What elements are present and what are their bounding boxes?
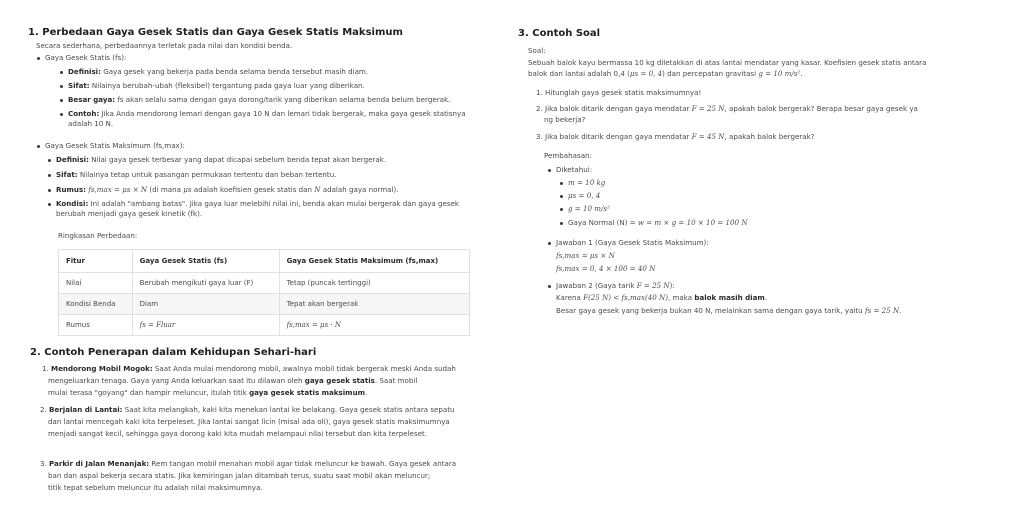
- text: , apakah balok bergerak?: [724, 132, 815, 141]
- bold-text: balok masih diam: [694, 293, 765, 302]
- example-item-2-line: dan lantai mencegah kaki kita terpeleset. Jika lantai sangat licin (misal ada oli), gaya gesek statis maksimumnya: [48, 417, 450, 426]
- example-item-3-line: ban dan aspal bekerja secara statis. Jika kemiringan jalan ditambah terus, suatu saat mobil akan meluncur;: [48, 471, 431, 480]
- text: Rem tangan mobil menahan mobil agar tidak meluncur ke bawah. Gaya gesek antara: [149, 459, 457, 468]
- text: fs akan selalu sama dengan gaya dorong/tarik yang diberikan selama benda belum bergerak.: [115, 95, 451, 104]
- table-cell: fs,max = μs · N: [279, 315, 469, 336]
- table-cell: Kondisi Benda: [59, 294, 133, 315]
- text: 3. Jika balok ditarik dengan gaya mendatar: [536, 132, 692, 141]
- text: adalah gaya normal).: [320, 185, 399, 194]
- table-header: Fitur: [59, 250, 133, 273]
- bullet-dot: [548, 242, 551, 245]
- table-cell: Tetap (puncak tertinggi): [279, 273, 469, 294]
- question-2-line: ng bekerja?: [544, 115, 586, 124]
- formula: N: [314, 185, 321, 194]
- label: Besar gaya:: [68, 95, 116, 104]
- static-magnitude: [68, 95, 450, 105]
- label: Rumus:: [56, 185, 87, 194]
- text: , apakah balok bergerak? Berapa besar gaya gesek ya: [724, 104, 918, 113]
- text: .: [764, 293, 768, 302]
- text: (di mana: [147, 185, 184, 194]
- text: Karena: [556, 293, 584, 302]
- bullet-dot: [48, 174, 51, 177]
- label: Kondisi:: [56, 199, 89, 208]
- list-number: 2.: [40, 405, 47, 414]
- formula: F(25 N) < fs,max(40 N): [583, 293, 669, 302]
- answer-1-formula: fs,max = μs × N: [556, 251, 615, 260]
- bullet-dot: [560, 195, 563, 198]
- list-number: 3.: [40, 459, 47, 468]
- table-cell: fs = Fluar: [132, 315, 279, 336]
- formula: μs = 0, 4: [629, 69, 663, 78]
- table-row: [59, 273, 470, 294]
- formula: F = 25 N: [691, 104, 725, 113]
- bullet-dot: [548, 169, 551, 172]
- label: Definisi:: [56, 155, 89, 164]
- max-property: [56, 170, 336, 180]
- text: 2. Jika balok ditarik dengan gaya mendatar: [536, 104, 692, 113]
- bullet-dot: [48, 203, 51, 206]
- table-row: [59, 294, 470, 315]
- label: Parkir di Jalan Menanjak:: [49, 459, 150, 468]
- text: Gaya gesek yang bekerja pada benda selama benda tersebut masih diam.: [100, 67, 369, 76]
- bullet-dot: [60, 71, 63, 74]
- answer-1-result: fs,max = 0, 4 × 100 = 40 N: [556, 264, 656, 273]
- summary-title: Ringkasan Perbedaan:: [58, 231, 138, 240]
- text: Jika Anda mendorong lemari dengan gaya 10 N dan lemari tidak bergerak, maka gaya gesek statisnya adalah 10 N.: [68, 109, 466, 128]
- label: Sifat:: [56, 170, 78, 179]
- given-gravity: g = 10 m/s²: [568, 204, 610, 213]
- example-item-1-line: [48, 388, 367, 398]
- formula: w = m × g = 10 × 10 = 100 N: [637, 218, 748, 227]
- bullet-dot: [60, 113, 63, 116]
- bullet-dot: [560, 182, 563, 185]
- bullet-dot: [548, 285, 551, 288]
- table-cell: Rumus: [59, 315, 133, 336]
- formula: fs,max = μs × N: [88, 185, 148, 194]
- formula: g = 10 m/s²: [758, 69, 801, 78]
- soal-label: Soal:: [528, 46, 546, 55]
- example-item-1-line: [48, 376, 417, 386]
- given-mass: m = 10 kg: [568, 178, 606, 187]
- label: Sifat:: [68, 81, 90, 90]
- max-friction-title: Gaya Gesek Statis Maksimum (fs,max):: [45, 141, 185, 150]
- bullet-dot: [48, 159, 51, 162]
- formula: μs: [183, 185, 192, 194]
- bullet-dot: [560, 208, 563, 211]
- section-2-heading: 2. Contoh Penerapan dalam Kehidupan Sehari-hari: [30, 347, 317, 358]
- bullet-dot: [60, 85, 63, 88]
- text: Jawaban 2 (Gaya tarik: [556, 281, 637, 290]
- formula: F = 45 N: [691, 132, 725, 141]
- answer-2-line-2: [556, 306, 901, 316]
- static-definition: [68, 67, 368, 77]
- example-item-2-line: menjadi sangat kecil, sehingga gaya dorong kaki kita mudah melampaui nilai tersebut dan kita terpeleset.: [48, 429, 428, 438]
- max-condition: [56, 199, 461, 219]
- example-item-3-line: titik tepat sebelum meluncur itu adalah nilai maksimumnya.: [48, 483, 263, 492]
- text: . Saat mobil: [374, 376, 418, 385]
- bullet-dot: [48, 189, 51, 192]
- text: Besar gaya gesek yang bekerja bukan 40 N, melainkan sama dengan gaya tarik, yaitu: [556, 306, 865, 315]
- bullet-dot: [60, 99, 63, 102]
- text: , maka: [668, 293, 695, 302]
- table-cell: Berubah mengikuti gaya luar (F): [132, 273, 279, 294]
- table-header-row: [59, 250, 470, 273]
- diketahui-label: Diketahui:: [556, 165, 593, 174]
- soal-line-1: Sebuah balok kayu bermassa 10 kg diletakkan di atas lantai mendatar yang kasar. Koefisien gesek statis antara: [528, 58, 927, 67]
- label: Contoh:: [68, 109, 100, 118]
- text: Nilai gaya gesek terbesar yang dapat dicapai sebelum benda tepat akan bergerak.: [88, 155, 387, 164]
- table-cell: Tepat akan bergerak: [279, 294, 469, 315]
- table-header: Gaya Gesek Statis Maksimum (fs,max): [279, 250, 469, 273]
- list-number: 1.: [42, 364, 49, 373]
- bullet-dot: [560, 222, 563, 225]
- section-3-heading: 3. Contoh Soal: [518, 28, 601, 39]
- text: Saat Anda mulai mendorong mobil, awalnya mobil tidak bergerak meski Anda sudah: [152, 364, 456, 373]
- label: Berjalan di Lantai:: [49, 405, 123, 414]
- answer-1-title: Jawaban 1 (Gaya Gesek Statis Maksimum):: [556, 238, 709, 247]
- static-friction-title: Gaya Gesek Statis (fs):: [45, 53, 127, 62]
- label: Definisi:: [68, 67, 101, 76]
- max-formula: [56, 185, 399, 195]
- text: Nilainya berubah-ubah (fleksibel) tergantung pada gaya luar yang diberikan.: [89, 81, 365, 90]
- section-1-heading: 1. Perbedaan Gaya Gesek Statis dan Gaya Gesek Statis Maksimum: [28, 27, 403, 38]
- table-header: Gaya Gesek Statis (fs): [132, 250, 279, 273]
- example-item-1: [42, 364, 456, 374]
- answer-2-title: [556, 281, 675, 291]
- text: ):: [669, 281, 675, 290]
- text: .: [365, 388, 368, 397]
- bold-text: gaya gesek statis maksimum: [249, 388, 366, 397]
- given-mu: μs = 0, 4: [568, 191, 601, 200]
- bullet-dot: [37, 145, 40, 148]
- text: mengeluarkan tenaga. Gaya yang Anda keluarkan saat itu dilawan oleh: [48, 376, 305, 385]
- section-1-intro: Secara sederhana, perbedaannya terletak pada nilai dan kondisi benda.: [36, 41, 293, 50]
- soal-line-2: [528, 69, 803, 79]
- question-3: [536, 132, 814, 142]
- table-cell: Nilai: [59, 273, 133, 294]
- table-cell: Diam: [132, 294, 279, 315]
- example-item-2: [40, 405, 455, 415]
- bullet-dot: [37, 57, 40, 60]
- text: .: [800, 69, 803, 78]
- question-2: [536, 104, 918, 114]
- formula: fs = 25 N: [864, 306, 900, 315]
- question-1: 1. Hitunglah gaya gesek statis maksimumnya!: [536, 88, 702, 97]
- text: adalah koefisien gesek statis dan: [191, 185, 315, 194]
- text: .: [899, 306, 902, 315]
- static-example: [68, 109, 468, 129]
- text: Saat kita melangkah, kaki kita menekan lantai ke belakang. Gaya gesek statis antara sepatu: [122, 405, 455, 414]
- static-property: [68, 81, 365, 91]
- text: Ini adalah "ambang batas". Jika gaya luar melebihi nilai ini, benda akan mulai bergerak dan gaya gesek berubah menjadi gaya gesek kinetik (fk).: [56, 199, 460, 218]
- answer-2-line-1: [556, 293, 767, 303]
- text: ) dan percepatan gravitasi: [662, 69, 759, 78]
- pembahasan-label: Pembahasan:: [544, 151, 592, 160]
- label: Mendorong Mobil Mogok:: [51, 364, 153, 373]
- example-item-3: [40, 459, 456, 469]
- text: Nilainya tetap untuk pasangan permukaan tertentu dan beban tertentu.: [77, 170, 337, 179]
- comparison-table: [58, 249, 470, 336]
- table-row: [59, 315, 470, 336]
- text: balok dan lantai adalah 0,4 (: [528, 69, 630, 78]
- bold-text: gaya gesek statis: [304, 376, 375, 385]
- max-definition: [56, 155, 386, 165]
- text: Gaya Normal (N) =: [568, 218, 638, 227]
- given-normal: [568, 218, 748, 228]
- text: mulai terasa "goyang" dan hampir meluncur, itulah titik: [48, 388, 250, 397]
- formula: F = 25 N: [636, 281, 670, 290]
